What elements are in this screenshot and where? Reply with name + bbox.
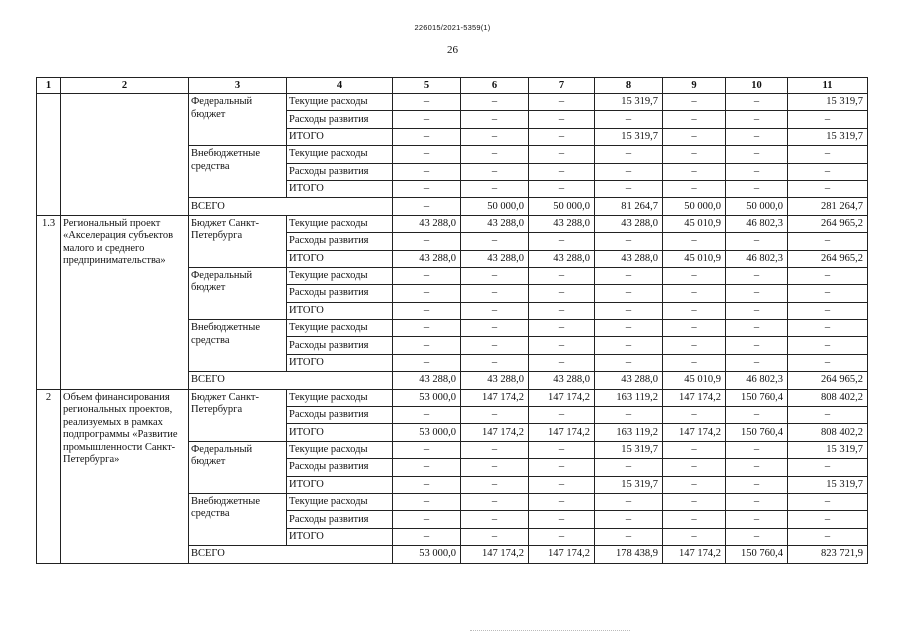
value-cell: – xyxy=(663,233,726,250)
value-cell: – xyxy=(595,407,663,424)
value-cell: 150 760,4 xyxy=(726,389,788,406)
value-cell: 43 288,0 xyxy=(393,215,461,232)
value-cell: – xyxy=(726,354,788,371)
total-value: 43 288,0 xyxy=(529,372,595,389)
value-cell: – xyxy=(461,94,529,111)
expense-type: Расходы развития xyxy=(287,163,393,180)
value-cell: – xyxy=(529,320,595,337)
value-cell: – xyxy=(529,528,595,545)
value-cell: – xyxy=(595,285,663,302)
value-cell: 43 288,0 xyxy=(595,215,663,232)
value-cell: – xyxy=(461,163,529,180)
value-cell: – xyxy=(595,511,663,528)
value-cell: – xyxy=(461,354,529,371)
value-cell: 808 402,2 xyxy=(788,424,868,441)
section-name: Региональный проект «Акселерация субъектов малого и среднего предпринимательства» xyxy=(61,215,189,389)
value-cell: – xyxy=(461,233,529,250)
section-number: 2 xyxy=(37,389,61,563)
value-cell: – xyxy=(595,233,663,250)
total-value: 43 288,0 xyxy=(461,372,529,389)
column-header: 7 xyxy=(529,78,595,94)
value-cell: – xyxy=(393,320,461,337)
value-cell: – xyxy=(788,146,868,163)
value-cell: – xyxy=(461,320,529,337)
expense-type: Текущие расходы xyxy=(287,215,393,232)
section-number xyxy=(37,94,61,216)
expense-type: Расходы развития xyxy=(287,511,393,528)
value-cell: – xyxy=(726,511,788,528)
value-cell: – xyxy=(529,302,595,319)
value-cell: 46 802,3 xyxy=(726,215,788,232)
value-cell: – xyxy=(595,180,663,197)
value-cell: – xyxy=(726,233,788,250)
value-cell: – xyxy=(529,180,595,197)
value-cell: 46 802,3 xyxy=(726,250,788,267)
value-cell: – xyxy=(393,528,461,545)
value-cell: 15 319,7 xyxy=(788,441,868,458)
value-cell: – xyxy=(663,493,726,510)
value-cell: – xyxy=(663,111,726,128)
value-cell: – xyxy=(529,111,595,128)
value-cell: 53 000,0 xyxy=(393,424,461,441)
value-cell: 15 319,7 xyxy=(595,476,663,493)
value-cell: – xyxy=(393,146,461,163)
value-cell: – xyxy=(663,320,726,337)
value-cell: 15 319,7 xyxy=(595,94,663,111)
value-cell: – xyxy=(726,128,788,145)
value-cell: – xyxy=(461,511,529,528)
funding-source: Федеральный бюджет xyxy=(189,267,287,319)
page-number: 26 xyxy=(447,44,458,56)
value-cell: 15 319,7 xyxy=(595,441,663,458)
value-cell: 264 965,2 xyxy=(788,250,868,267)
value-cell: – xyxy=(461,285,529,302)
value-cell: 43 288,0 xyxy=(461,215,529,232)
value-cell: – xyxy=(726,94,788,111)
value-cell: – xyxy=(461,267,529,284)
expense-type: ИТОГО xyxy=(287,128,393,145)
value-cell: – xyxy=(595,354,663,371)
value-cell: – xyxy=(461,180,529,197)
total-value: 50 000,0 xyxy=(663,198,726,215)
value-cell: – xyxy=(529,337,595,354)
total-value: 178 438,9 xyxy=(595,546,663,563)
section-number: 1.3 xyxy=(37,215,61,389)
value-cell: – xyxy=(529,476,595,493)
value-cell: – xyxy=(393,337,461,354)
value-cell: – xyxy=(529,146,595,163)
expense-type: Текущие расходы xyxy=(287,267,393,284)
total-label: ВСЕГО xyxy=(189,372,393,389)
total-label: ВСЕГО xyxy=(189,546,393,563)
expense-type: Текущие расходы xyxy=(287,94,393,111)
value-cell: – xyxy=(461,476,529,493)
value-cell: 147 174,2 xyxy=(461,424,529,441)
expense-type: ИТОГО xyxy=(287,476,393,493)
value-cell: – xyxy=(726,267,788,284)
total-value: 50 000,0 xyxy=(461,198,529,215)
value-cell: – xyxy=(788,267,868,284)
value-cell: – xyxy=(461,128,529,145)
value-cell: – xyxy=(393,233,461,250)
total-value: 147 174,2 xyxy=(529,546,595,563)
funding-source: Федеральный бюджет xyxy=(189,441,287,493)
value-cell: – xyxy=(726,337,788,354)
expense-type: ИТОГО xyxy=(287,180,393,197)
value-cell: – xyxy=(788,511,868,528)
table-row xyxy=(37,215,868,232)
value-cell: – xyxy=(726,285,788,302)
value-cell: – xyxy=(595,163,663,180)
value-cell: – xyxy=(461,441,529,458)
value-cell: – xyxy=(663,94,726,111)
value-cell: – xyxy=(393,441,461,458)
value-cell: – xyxy=(529,267,595,284)
total-value: 281 264,7 xyxy=(788,198,868,215)
total-value: 81 264,7 xyxy=(595,198,663,215)
value-cell: – xyxy=(788,493,868,510)
column-header: 5 xyxy=(393,78,461,94)
total-value: 43 288,0 xyxy=(595,372,663,389)
value-cell: – xyxy=(461,146,529,163)
funding-source: Внебюджетные средства xyxy=(189,493,287,545)
column-header: 9 xyxy=(663,78,726,94)
value-cell: 43 288,0 xyxy=(529,250,595,267)
expense-type: ИТОГО xyxy=(287,528,393,545)
value-cell: – xyxy=(726,111,788,128)
value-cell: – xyxy=(726,163,788,180)
value-cell: – xyxy=(726,476,788,493)
value-cell: – xyxy=(595,320,663,337)
expense-type: Текущие расходы xyxy=(287,389,393,406)
total-value: 53 000,0 xyxy=(393,546,461,563)
value-cell: – xyxy=(663,354,726,371)
value-cell: 45 010,9 xyxy=(663,250,726,267)
value-cell: 15 319,7 xyxy=(595,128,663,145)
value-cell: – xyxy=(393,476,461,493)
expense-type: ИТОГО xyxy=(287,354,393,371)
value-cell: – xyxy=(663,267,726,284)
value-cell: – xyxy=(788,163,868,180)
total-value: 147 174,2 xyxy=(461,546,529,563)
value-cell: – xyxy=(663,128,726,145)
value-cell: 43 288,0 xyxy=(461,250,529,267)
value-cell: – xyxy=(663,180,726,197)
value-cell: – xyxy=(788,337,868,354)
column-header: 6 xyxy=(461,78,529,94)
value-cell: 15 319,7 xyxy=(788,94,868,111)
value-cell: – xyxy=(595,493,663,510)
column-header: 8 xyxy=(595,78,663,94)
value-cell: 45 010,9 xyxy=(663,215,726,232)
value-cell: 43 288,0 xyxy=(529,215,595,232)
document-code: 226015/2021-5359(1) xyxy=(414,23,491,32)
funding-source: Бюджет Санкт-Петербурга xyxy=(189,389,287,441)
value-cell: 43 288,0 xyxy=(393,250,461,267)
value-cell: – xyxy=(393,493,461,510)
value-cell: – xyxy=(529,163,595,180)
expense-type: Расходы развития xyxy=(287,407,393,424)
value-cell: – xyxy=(529,511,595,528)
value-cell: – xyxy=(663,146,726,163)
expense-type: Расходы развития xyxy=(287,337,393,354)
value-cell: – xyxy=(461,337,529,354)
value-cell: – xyxy=(529,407,595,424)
value-cell: – xyxy=(461,459,529,476)
value-cell: – xyxy=(393,354,461,371)
value-cell: 15 319,7 xyxy=(788,128,868,145)
value-cell: – xyxy=(788,233,868,250)
value-cell: – xyxy=(788,354,868,371)
value-cell: – xyxy=(663,163,726,180)
expense-type: Расходы развития xyxy=(287,233,393,250)
value-cell: – xyxy=(663,528,726,545)
column-header: 2 xyxy=(61,78,189,94)
expense-type: ИТОГО xyxy=(287,302,393,319)
value-cell: – xyxy=(595,267,663,284)
value-cell: – xyxy=(726,459,788,476)
table-header-row xyxy=(37,78,868,94)
funding-source: Внебюджетные средства xyxy=(189,146,287,198)
value-cell: – xyxy=(393,267,461,284)
value-cell: – xyxy=(788,528,868,545)
value-cell: 53 000,0 xyxy=(393,389,461,406)
expense-type: Расходы развития xyxy=(287,111,393,128)
value-cell: – xyxy=(726,180,788,197)
value-cell: – xyxy=(393,511,461,528)
section-name xyxy=(61,94,189,216)
value-cell: – xyxy=(461,493,529,510)
expense-type: Текущие расходы xyxy=(287,146,393,163)
total-value: 50 000,0 xyxy=(726,198,788,215)
funding-source: Бюджет Санкт-Петербурга xyxy=(189,215,287,267)
column-header: 11 xyxy=(788,78,868,94)
expense-type: Текущие расходы xyxy=(287,320,393,337)
table-row xyxy=(37,389,868,406)
value-cell: – xyxy=(529,441,595,458)
value-cell: – xyxy=(595,528,663,545)
value-cell: – xyxy=(663,511,726,528)
value-cell: 15 319,7 xyxy=(788,476,868,493)
value-cell: – xyxy=(595,111,663,128)
value-cell: – xyxy=(529,493,595,510)
value-cell: – xyxy=(529,459,595,476)
expense-type: Текущие расходы xyxy=(287,493,393,510)
value-cell: 264 965,2 xyxy=(788,215,868,232)
value-cell: – xyxy=(663,302,726,319)
total-label: ВСЕГО xyxy=(189,198,393,215)
funding-source: Внебюджетные средства xyxy=(189,320,287,372)
value-cell: 163 119,2 xyxy=(595,424,663,441)
value-cell: – xyxy=(663,407,726,424)
value-cell: – xyxy=(595,337,663,354)
value-cell: – xyxy=(788,407,868,424)
value-cell: – xyxy=(595,146,663,163)
value-cell: – xyxy=(726,528,788,545)
value-cell: – xyxy=(663,441,726,458)
value-cell: – xyxy=(788,320,868,337)
expense-type: Расходы развития xyxy=(287,459,393,476)
value-cell: – xyxy=(788,285,868,302)
value-cell: – xyxy=(393,111,461,128)
value-cell: – xyxy=(393,163,461,180)
expense-type: ИТОГО xyxy=(287,250,393,267)
total-value: 147 174,2 xyxy=(663,546,726,563)
value-cell: – xyxy=(663,476,726,493)
total-value: 150 760,4 xyxy=(726,546,788,563)
value-cell: – xyxy=(595,459,663,476)
value-cell: – xyxy=(393,459,461,476)
total-value: 46 802,3 xyxy=(726,372,788,389)
value-cell: – xyxy=(726,493,788,510)
value-cell: – xyxy=(788,111,868,128)
value-cell: 150 760,4 xyxy=(726,424,788,441)
value-cell: – xyxy=(663,459,726,476)
value-cell: 147 174,2 xyxy=(529,389,595,406)
value-cell: 147 174,2 xyxy=(461,389,529,406)
value-cell: – xyxy=(393,94,461,111)
value-cell: 163 119,2 xyxy=(595,389,663,406)
total-value: 50 000,0 xyxy=(529,198,595,215)
value-cell: – xyxy=(529,285,595,302)
column-header: 10 xyxy=(726,78,788,94)
value-cell: – xyxy=(726,320,788,337)
value-cell: – xyxy=(788,180,868,197)
expense-type: Расходы развития xyxy=(287,285,393,302)
value-cell: 147 174,2 xyxy=(663,389,726,406)
column-header: 1 xyxy=(37,78,61,94)
value-cell: – xyxy=(461,528,529,545)
value-cell: – xyxy=(595,302,663,319)
total-value: 43 288,0 xyxy=(393,372,461,389)
table-row xyxy=(37,94,868,111)
column-header: 4 xyxy=(287,78,393,94)
value-cell: 147 174,2 xyxy=(663,424,726,441)
value-cell: – xyxy=(788,302,868,319)
value-cell: – xyxy=(393,285,461,302)
value-cell: – xyxy=(393,128,461,145)
value-cell: – xyxy=(393,180,461,197)
total-value: – xyxy=(393,198,461,215)
value-cell: – xyxy=(726,302,788,319)
value-cell: – xyxy=(726,146,788,163)
value-cell: – xyxy=(461,302,529,319)
value-cell: – xyxy=(393,302,461,319)
value-cell: 808 402,2 xyxy=(788,389,868,406)
value-cell: – xyxy=(461,111,529,128)
section-name: Объем финансирования региональных проектов, реализуемых в рамках подпрограммы «Развитие промышленности Санкт-Петербурга» xyxy=(61,389,189,563)
value-cell: – xyxy=(788,459,868,476)
value-cell: – xyxy=(529,94,595,111)
value-cell: – xyxy=(726,407,788,424)
scan-artifact xyxy=(470,630,630,633)
expense-type: ИТОГО xyxy=(287,424,393,441)
column-header: 3 xyxy=(189,78,287,94)
total-value: 264 965,2 xyxy=(788,372,868,389)
funding-source: Федеральный бюджет xyxy=(189,94,287,146)
total-value: 823 721,9 xyxy=(788,546,868,563)
expense-type: Текущие расходы xyxy=(287,441,393,458)
value-cell: – xyxy=(663,285,726,302)
value-cell: – xyxy=(393,407,461,424)
financing-table xyxy=(36,77,868,564)
value-cell: 147 174,2 xyxy=(529,424,595,441)
value-cell: – xyxy=(529,354,595,371)
value-cell: – xyxy=(529,233,595,250)
total-value: 45 010,9 xyxy=(663,372,726,389)
value-cell: – xyxy=(663,337,726,354)
value-cell: – xyxy=(529,128,595,145)
value-cell: – xyxy=(726,441,788,458)
value-cell: 43 288,0 xyxy=(595,250,663,267)
value-cell: – xyxy=(461,407,529,424)
